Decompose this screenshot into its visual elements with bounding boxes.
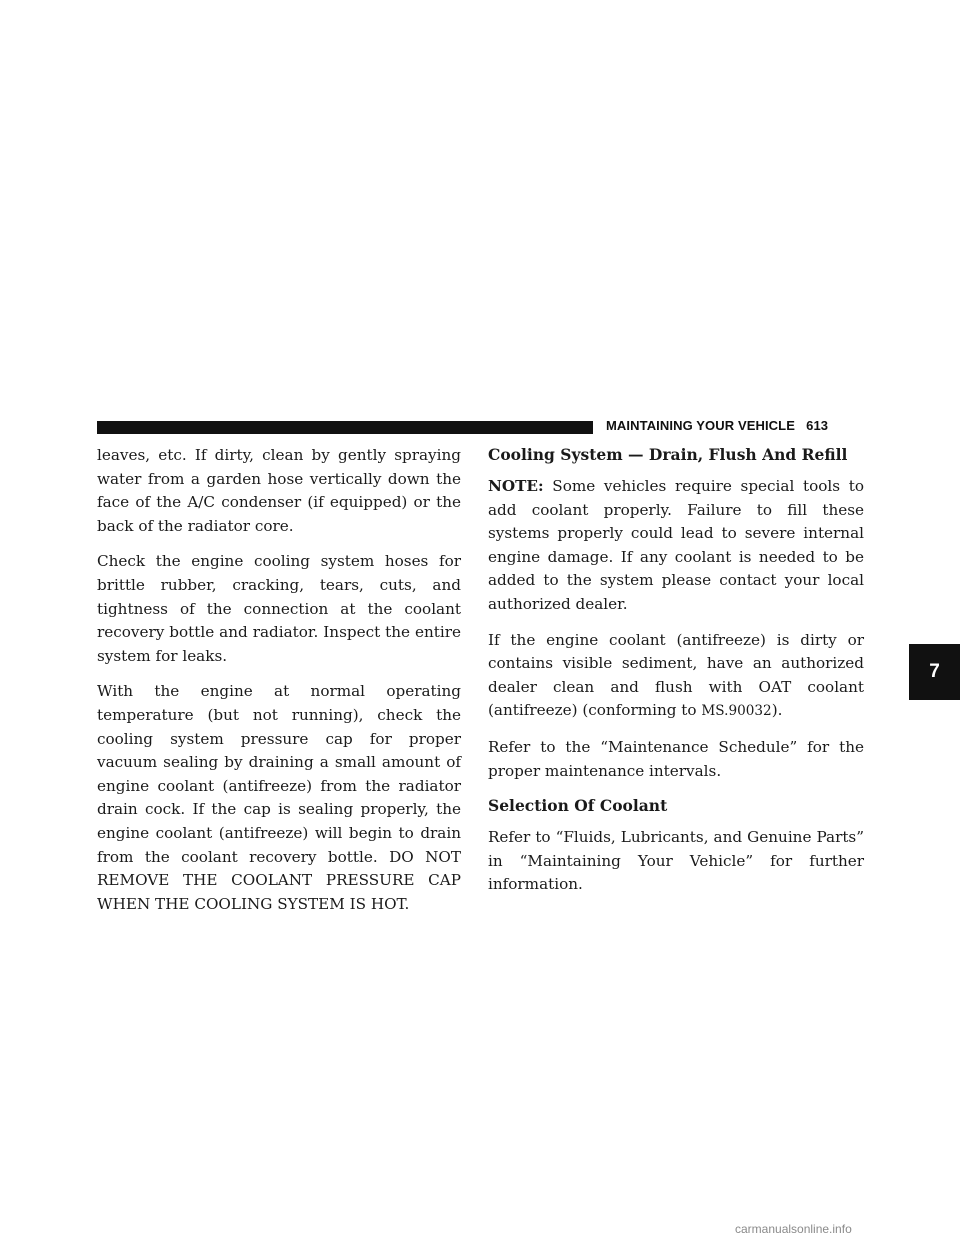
chapter-tab xyxy=(909,644,960,700)
note-paragraph xyxy=(488,475,864,617)
paragraph-pressure-cap-check: With the engine at normal operating temperature (but not running), check the cooling system pressure cap for proper vacuum sealing by draining a small amount of engine coolant (antifreeze) from the radiator drain cock. If the cap is sealing properly, the engine coolant (antifreeze) will begin to drain from the coolant recovery bottle. DO NOT REMOVE THE COOLANT PRESSURE CAP WHEN THE COOLING SYSTEM IS HOT. xyxy=(97,682,461,913)
dirty-coolant-end: ). xyxy=(771,701,783,720)
note-text: Some vehicles require special tools to add coolant properly. Failure to fill these systems properly could lead to severe internal engine damage. If any coolant is needed to be added to the system please contact your local authorized dealer. xyxy=(488,477,864,613)
heading-selection-of-coolant: Selection Of Coolant xyxy=(488,796,668,816)
watermark: carmanualsonline.info xyxy=(735,1222,852,1236)
section-title: MAINTAINING YOUR VEHICLE xyxy=(606,418,795,433)
page-number: 613 xyxy=(806,418,829,433)
header-rule xyxy=(97,421,593,434)
dirty-coolant-text: If the engine coolant (antifreeze) is dirty or contains visible sediment, have an authorized dealer clean and flush with OAT coolant (antifreeze) (conforming to xyxy=(488,630,864,720)
coolant-spec-code: MS.90032 xyxy=(701,703,772,720)
right-column xyxy=(488,444,864,909)
paragraph-hose-check: Check the engine cooling system hoses for brittle rubber, cracking, tears, cuts, and tightness of the connection at the coolant recovery bottle and radiator. Inspect the entire system for leaks. xyxy=(97,552,461,665)
paragraph-maintenance-schedule: Refer to the “Maintenance Schedule” for the proper maintenance intervals. xyxy=(488,737,864,780)
chapter-number: 7 xyxy=(929,661,940,682)
note-label: NOTE: xyxy=(488,477,544,495)
heading-drain-flush-refill: Cooling System — Drain, Flush And Refill xyxy=(488,445,848,464)
running-header xyxy=(606,418,828,433)
left-column xyxy=(97,444,461,928)
paragraph-radiator-cleaning: leaves, etc. If dirty, clean by gently spraying water from a garden hose vertically down the face of the A/C condenser (if equipped) or the back of the radiator core. xyxy=(97,446,461,535)
paragraph-dirty-coolant xyxy=(488,629,864,724)
paragraph-fluids-reference: Refer to “Fluids, Lubricants, and Genuine Parts” in “Maintaining Your Vehicle” for further information. xyxy=(488,828,864,894)
